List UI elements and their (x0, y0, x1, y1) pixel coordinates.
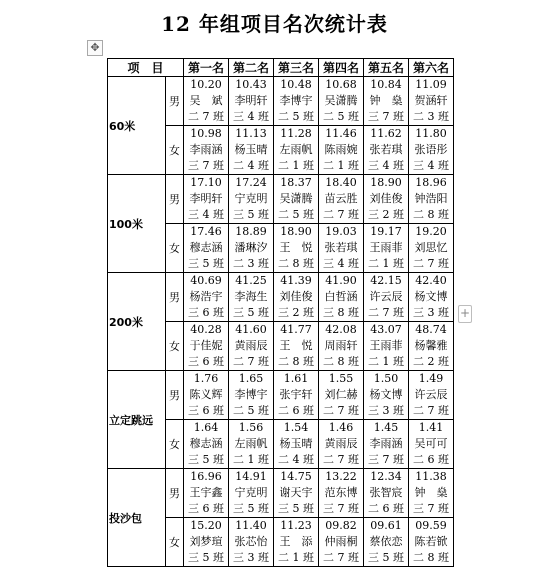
header-rank-3: 第三名 (274, 59, 319, 77)
result-cell (319, 273, 364, 322)
result-class: 三 4 班 (323, 257, 360, 270)
result-score: 16.96 (190, 470, 222, 483)
header-row (108, 59, 454, 77)
result-cell (409, 126, 454, 175)
result-name: 穆志涵 (189, 437, 223, 450)
result-name: 杨文博 (369, 388, 403, 401)
result-name: 刘佳俊 (279, 290, 313, 303)
result-name: 周雨轩 (324, 339, 358, 352)
result-name: 杨玉晴 (234, 143, 268, 156)
result-class: 三 5 班 (368, 551, 405, 564)
table-row (108, 371, 454, 420)
result-name: 李雨涵 (189, 143, 223, 156)
result-cell (274, 175, 319, 224)
result-class: 二 7 班 (323, 208, 360, 221)
result-cell (364, 126, 409, 175)
result-class: 二 1 班 (278, 551, 315, 564)
header-rank-4: 第四名 (319, 59, 364, 77)
result-name: 贺涵轩 (414, 94, 448, 107)
result-class: 二 1 班 (233, 453, 270, 466)
event-name: 100米 (108, 175, 166, 273)
result-cell (274, 371, 319, 420)
result-score: 1.41 (418, 421, 444, 434)
result-name: 吴 斌 (189, 94, 223, 107)
table-move-handle-icon[interactable]: ✥ (87, 40, 103, 56)
result-class: 三 4 班 (233, 110, 270, 123)
result-score: 1.56 (238, 421, 264, 434)
page-title: 12 年组项目名次统计表 (161, 12, 388, 36)
result-class: 二 7 班 (368, 306, 405, 319)
result-class: 三 5 班 (233, 208, 270, 221)
result-class: 二 7 班 (233, 355, 270, 368)
result-score: 17.10 (190, 176, 222, 189)
result-name: 王雨菲 (369, 241, 403, 254)
result-score: 1.50 (373, 372, 399, 385)
result-cell (274, 273, 319, 322)
result-score: 18.90 (280, 225, 312, 238)
result-name: 刘思忆 (414, 241, 448, 254)
result-score: 18.96 (415, 176, 447, 189)
result-name: 张若琪 (369, 143, 403, 156)
gender-label: 女 (166, 322, 184, 371)
result-class: 二 7 班 (323, 551, 360, 564)
result-class: 三 5 班 (233, 306, 270, 319)
result-name: 左雨帆 (279, 143, 313, 156)
result-name: 蔡依恋 (369, 535, 403, 548)
result-cell (229, 175, 274, 224)
result-name: 王 添 (279, 535, 313, 548)
result-score: 19.20 (415, 225, 447, 238)
result-class: 三 5 班 (233, 502, 270, 515)
result-score: 41.77 (280, 323, 312, 336)
result-score: 17.46 (190, 225, 222, 238)
result-class: 三 3 班 (413, 306, 450, 319)
result-name: 张芯怡 (234, 535, 268, 548)
result-cell (409, 420, 454, 469)
result-cell (364, 224, 409, 273)
results-table-container (107, 58, 453, 567)
result-cell (319, 322, 364, 371)
result-name: 谢天宇 (279, 486, 313, 499)
result-name: 王 悦 (279, 241, 313, 254)
result-score: 1.65 (238, 372, 264, 385)
result-score: 42.40 (415, 274, 447, 287)
result-class: 三 4 班 (413, 159, 450, 172)
result-cell (229, 273, 274, 322)
result-name: 刘仁赫 (324, 388, 358, 401)
result-score: 43.07 (370, 323, 402, 336)
result-name: 范东博 (324, 486, 358, 499)
result-cell (274, 126, 319, 175)
result-score: 1.49 (418, 372, 444, 385)
result-name: 张语彤 (414, 143, 448, 156)
result-class: 二 3 班 (233, 257, 270, 270)
result-name: 于佳妮 (189, 339, 223, 352)
gender-label: 女 (166, 518, 184, 567)
result-cell (409, 322, 454, 371)
result-score: 15.20 (190, 519, 222, 532)
result-name: 陈若锨 (414, 535, 448, 548)
event-name: 200米 (108, 273, 166, 371)
result-class: 三 5 班 (188, 453, 225, 466)
result-name: 王宇鑫 (189, 486, 223, 499)
table-row (108, 77, 454, 126)
result-cell (184, 224, 229, 273)
result-cell (364, 469, 409, 518)
result-class: 三 6 班 (188, 404, 225, 417)
result-name: 刘梦瑄 (189, 535, 223, 548)
result-class: 三 5 班 (188, 551, 225, 564)
result-class: 二 7 班 (323, 453, 360, 466)
result-name: 宁克明 (234, 192, 268, 205)
result-cell (229, 77, 274, 126)
result-class: 二 1 班 (368, 355, 405, 368)
result-class: 二 1 班 (323, 159, 360, 172)
result-score: 1.46 (328, 421, 354, 434)
result-name: 张智宸 (369, 486, 403, 499)
result-score: 40.69 (190, 274, 222, 287)
result-cell (409, 77, 454, 126)
result-class: 三 6 班 (188, 355, 225, 368)
result-cell (364, 273, 409, 322)
result-class: 二 6 班 (278, 404, 315, 417)
result-score: 11.62 (370, 127, 402, 140)
result-class: 二 4 班 (278, 453, 315, 466)
result-name: 王雨菲 (369, 339, 403, 352)
table-row (108, 273, 454, 322)
result-score: 1.55 (328, 372, 354, 385)
result-class: 二 5 班 (278, 208, 315, 221)
result-name: 李海生 (234, 290, 268, 303)
result-class: 二 7 班 (188, 110, 225, 123)
result-class: 二 6 班 (368, 502, 405, 515)
result-cell (319, 224, 364, 273)
result-cell (184, 77, 229, 126)
result-class: 三 3 班 (368, 404, 405, 417)
result-class: 二 5 班 (323, 110, 360, 123)
result-cell (229, 224, 274, 273)
result-class: 二 1 班 (368, 257, 405, 270)
result-score: 1.54 (283, 421, 309, 434)
result-name: 李雨涵 (369, 437, 403, 450)
result-name: 杨玉晴 (279, 437, 313, 450)
result-class: 三 2 班 (278, 306, 315, 319)
result-cell (319, 371, 364, 420)
result-cell (229, 420, 274, 469)
results-body (108, 77, 454, 567)
result-score: 11.80 (415, 127, 447, 140)
result-score: 41.60 (235, 323, 267, 336)
result-score: 14.75 (280, 470, 312, 483)
result-name: 王 悦 (279, 339, 313, 352)
result-class: 三 4 班 (368, 159, 405, 172)
result-score: 13.22 (325, 470, 357, 483)
result-score: 18.90 (370, 176, 402, 189)
result-cell (229, 371, 274, 420)
result-score: 11.23 (280, 519, 312, 532)
result-score: 17.24 (235, 176, 267, 189)
result-name: 左雨帆 (234, 437, 268, 450)
result-class: 二 4 班 (233, 159, 270, 172)
result-cell (364, 371, 409, 420)
result-cell (229, 518, 274, 567)
result-class: 二 8 班 (323, 355, 360, 368)
result-score: 42.15 (370, 274, 402, 287)
result-class: 三 7 班 (368, 110, 405, 123)
result-cell (229, 322, 274, 371)
result-score: 19.03 (325, 225, 357, 238)
result-cell (364, 175, 409, 224)
result-score: 10.68 (325, 78, 357, 91)
result-cell (274, 469, 319, 518)
result-cell (274, 518, 319, 567)
result-name: 吴潇腾 (279, 192, 313, 205)
result-class: 二 5 班 (233, 404, 270, 417)
result-name: 许云辰 (369, 290, 403, 303)
result-cell (184, 420, 229, 469)
result-name: 李明轩 (189, 192, 223, 205)
result-score: 10.43 (235, 78, 267, 91)
result-name: 许云辰 (414, 388, 448, 401)
result-name: 杨馨雅 (414, 339, 448, 352)
result-class: 二 2 班 (413, 355, 450, 368)
result-score: 09.59 (415, 519, 447, 532)
result-cell (364, 518, 409, 567)
gender-label: 女 (166, 224, 184, 273)
results-table (107, 58, 454, 567)
result-score: 48.74 (415, 323, 447, 336)
result-class: 二 6 班 (413, 453, 450, 466)
header-rank-5: 第五名 (364, 59, 409, 77)
result-score: 10.20 (190, 78, 222, 91)
result-cell (184, 518, 229, 567)
result-name: 陈义辉 (189, 388, 223, 401)
result-name: 李博宇 (279, 94, 313, 107)
gender-label: 男 (166, 175, 184, 224)
result-name: 李博宇 (234, 388, 268, 401)
table-row (108, 175, 454, 224)
result-class: 三 7 班 (323, 502, 360, 515)
result-name: 白哲涵 (324, 290, 358, 303)
result-score: 11.28 (280, 127, 312, 140)
result-cell (409, 175, 454, 224)
result-name: 钟浩阳 (414, 192, 448, 205)
header-item: 项 目 (108, 59, 184, 77)
result-cell (409, 371, 454, 420)
result-class: 二 1 班 (278, 159, 315, 172)
result-class: 二 8 班 (413, 551, 450, 564)
result-cell (409, 469, 454, 518)
result-class: 三 7 班 (188, 159, 225, 172)
result-class: 三 3 班 (233, 551, 270, 564)
gender-label: 男 (166, 273, 184, 322)
result-class: 三 2 班 (368, 208, 405, 221)
result-score: 1.64 (193, 421, 219, 434)
result-score: 1.45 (373, 421, 399, 434)
result-score: 10.84 (370, 78, 402, 91)
result-class: 二 7 班 (323, 404, 360, 417)
result-score: 41.25 (235, 274, 267, 287)
result-cell (319, 175, 364, 224)
result-cell (274, 420, 319, 469)
header-rank-1: 第一名 (184, 59, 229, 77)
result-class: 二 8 班 (278, 355, 315, 368)
result-name: 杨浩宇 (189, 290, 223, 303)
result-name: 吴可可 (414, 437, 448, 450)
result-cell (184, 469, 229, 518)
result-cell (184, 322, 229, 371)
result-cell (184, 175, 229, 224)
result-cell (184, 371, 229, 420)
table-row (108, 469, 454, 518)
result-name: 黄雨辰 (324, 437, 358, 450)
result-score: 40.28 (190, 323, 222, 336)
result-cell (184, 126, 229, 175)
result-class: 三 7 班 (413, 502, 450, 515)
result-name: 杨文博 (414, 290, 448, 303)
result-score: 11.38 (415, 470, 447, 483)
result-score: 18.40 (325, 176, 357, 189)
result-cell (409, 518, 454, 567)
gender-label: 男 (166, 469, 184, 518)
result-score: 10.48 (280, 78, 312, 91)
result-name: 张若琪 (324, 241, 358, 254)
result-name: 潘琳汐 (234, 241, 268, 254)
result-score: 11.13 (235, 127, 267, 140)
result-class: 二 7 班 (413, 257, 450, 270)
result-cell (319, 469, 364, 518)
result-score: 42.08 (325, 323, 357, 336)
result-class: 二 7 班 (413, 404, 450, 417)
result-name: 苗云胜 (324, 192, 358, 205)
result-name: 穆志涵 (189, 241, 223, 254)
result-name: 黄雨辰 (234, 339, 268, 352)
event-name: 60米 (108, 77, 166, 175)
result-name: 陈雨婉 (324, 143, 358, 156)
result-cell (409, 273, 454, 322)
result-cell (229, 469, 274, 518)
result-cell (319, 77, 364, 126)
result-cell (319, 126, 364, 175)
result-class: 二 8 班 (278, 257, 315, 270)
result-score: 10.98 (190, 127, 222, 140)
result-score: 41.90 (325, 274, 357, 287)
result-class: 二 8 班 (413, 208, 450, 221)
result-score: 18.37 (280, 176, 312, 189)
result-class: 三 6 班 (188, 306, 225, 319)
result-name: 李明轩 (234, 94, 268, 107)
result-name: 吴潇腾 (324, 94, 358, 107)
gender-label: 男 (166, 77, 184, 126)
result-score: 11.46 (325, 127, 357, 140)
result-cell (229, 126, 274, 175)
result-name: 钟 燊 (414, 486, 448, 499)
result-score: 14.91 (235, 470, 267, 483)
result-class: 二 3 班 (413, 110, 450, 123)
event-name: 投沙包 (108, 469, 166, 567)
add-column-icon[interactable]: + (458, 305, 472, 323)
header-rank-2: 第二名 (229, 59, 274, 77)
gender-label: 女 (166, 420, 184, 469)
result-score: 1.76 (193, 372, 219, 385)
result-cell (364, 77, 409, 126)
result-cell (409, 224, 454, 273)
result-cell (274, 77, 319, 126)
result-class: 三 7 班 (368, 453, 405, 466)
result-cell (319, 420, 364, 469)
result-score: 12.34 (370, 470, 402, 483)
result-score: 41.39 (280, 274, 312, 287)
result-class: 三 5 班 (188, 257, 225, 270)
result-cell (364, 420, 409, 469)
result-cell (364, 322, 409, 371)
result-name: 张宇轩 (279, 388, 313, 401)
result-cell (319, 518, 364, 567)
result-score: 09.61 (370, 519, 402, 532)
result-score: 09.82 (325, 519, 357, 532)
result-name: 钟 燊 (369, 94, 403, 107)
result-score: 1.61 (283, 372, 309, 385)
result-cell (184, 273, 229, 322)
result-name: 刘佳俊 (369, 192, 403, 205)
gender-label: 男 (166, 371, 184, 420)
result-cell (274, 322, 319, 371)
result-class: 三 4 班 (188, 208, 225, 221)
result-class: 三 8 班 (323, 306, 360, 319)
header-rank-6: 第六名 (409, 59, 454, 77)
result-name: 宁克明 (234, 486, 268, 499)
result-class: 三 6 班 (188, 502, 225, 515)
result-score: 18.89 (235, 225, 267, 238)
result-cell (274, 224, 319, 273)
result-name: 仲雨桐 (324, 535, 358, 548)
result-score: 11.09 (415, 78, 447, 91)
event-name: 立定跳远 (108, 371, 166, 469)
gender-label: 女 (166, 126, 184, 175)
result-score: 11.40 (235, 519, 267, 532)
result-class: 二 5 班 (278, 110, 315, 123)
result-score: 19.17 (370, 225, 402, 238)
result-class: 三 5 班 (278, 502, 315, 515)
